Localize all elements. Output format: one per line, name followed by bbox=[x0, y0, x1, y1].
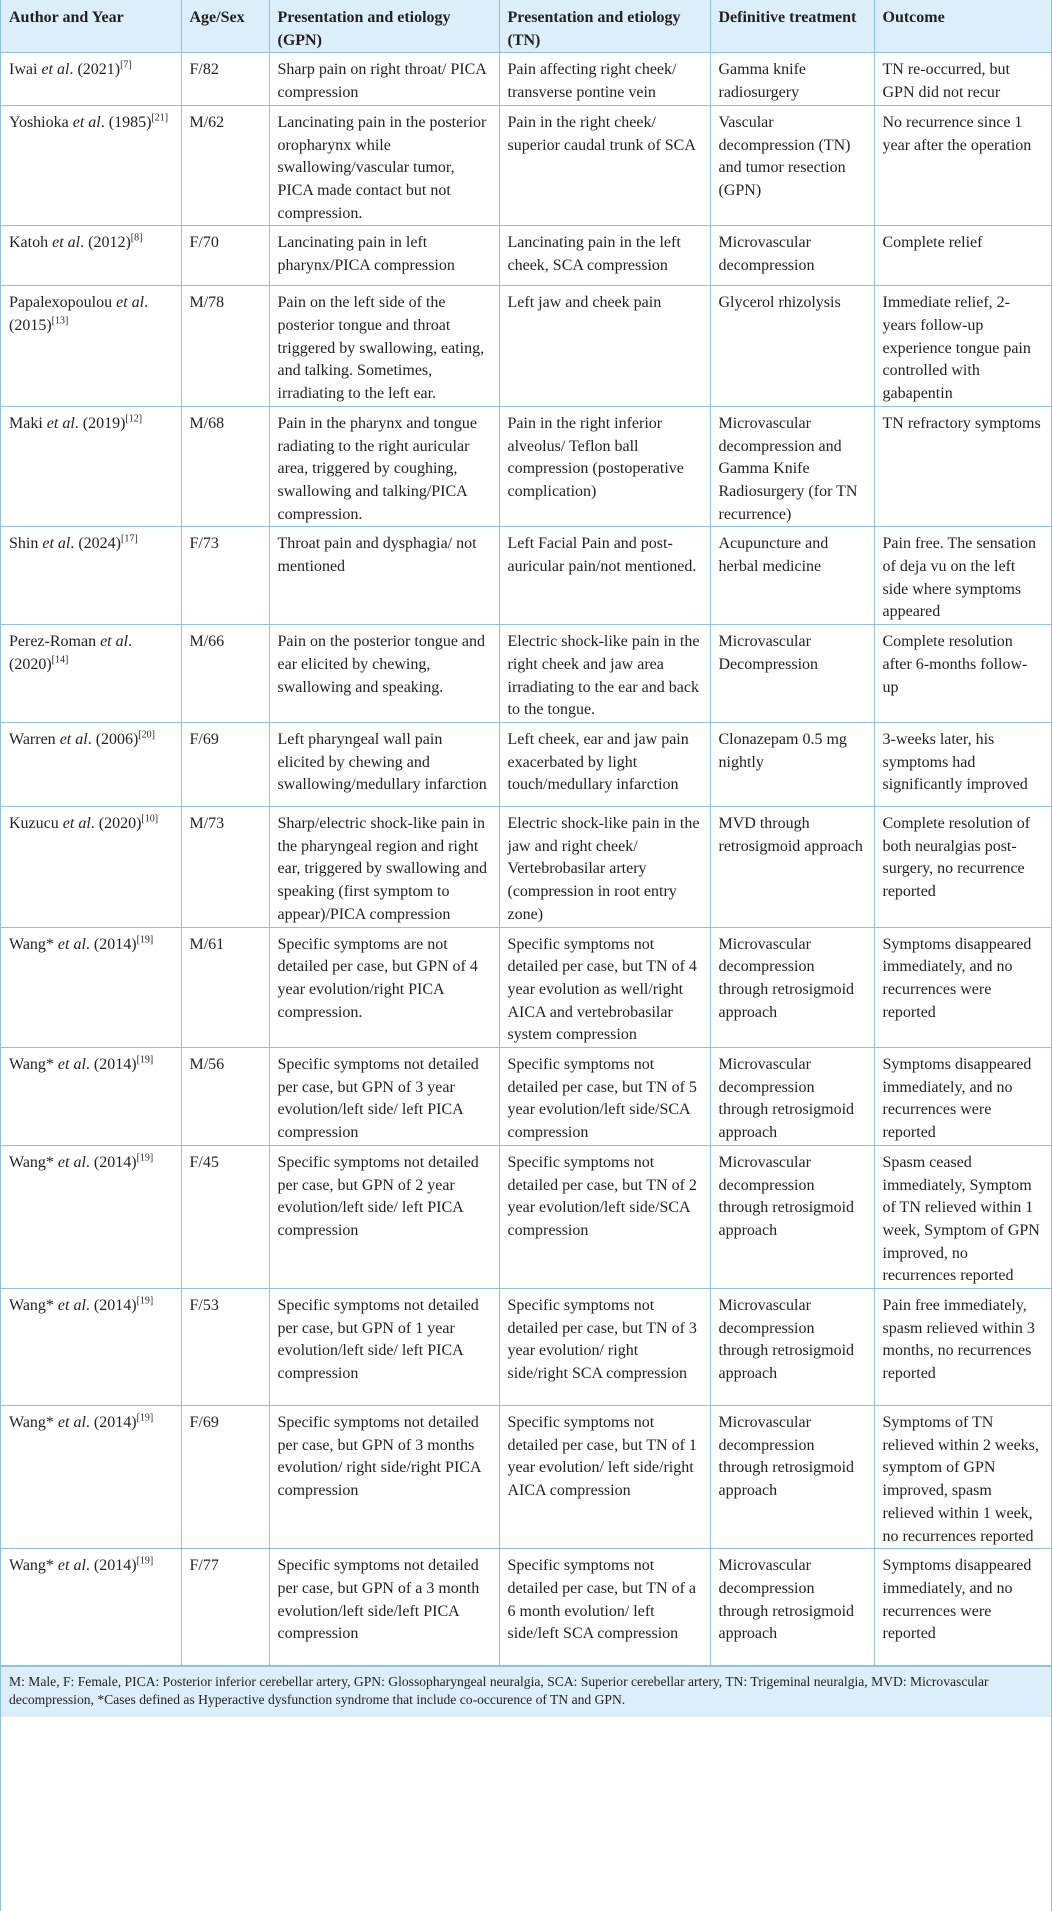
table-row bbox=[1, 1289, 1051, 1406]
cell-age-sex: M/78 bbox=[181, 286, 269, 407]
cell-tn: Specific symptoms not detailed per case, but TN of a 6 month evolution/ left side/left SCA compression bbox=[499, 1549, 710, 1666]
cell-outcome: Symptoms of TN relieved within 2 weeks, symptom of GPN improved, spasm relieved within 1 week, no recurrences reported bbox=[874, 1406, 1051, 1549]
cell-author-year bbox=[1, 806, 181, 927]
cell-treatment: Microvascular decompression through retrosigmoid approach bbox=[710, 1406, 874, 1549]
author-name: Warren bbox=[9, 730, 60, 748]
table-row bbox=[1, 625, 1051, 723]
cell-author-year bbox=[1, 1549, 181, 1666]
author-etal: et al bbox=[42, 535, 71, 553]
cell-tn: Electric shock-like pain in the jaw and right cheek/ Vertebrobasilar artery (compression in root entry zone) bbox=[499, 806, 710, 927]
cell-treatment: Microvascular Decompression bbox=[710, 625, 874, 723]
cell-gpn: Specific symptoms not detailed per case, but GPN of 2 year evolution/left side/ left PICA compression bbox=[269, 1145, 499, 1288]
cell-author-year bbox=[1, 722, 181, 806]
author-name: Yoshioka bbox=[9, 113, 73, 131]
author-year: . (2020) bbox=[90, 814, 142, 832]
author-year: . (2014) bbox=[85, 935, 137, 953]
cell-outcome: Symptoms disappeared immediately, and no recurrences were reported bbox=[874, 927, 1051, 1048]
cell-age-sex: M/61 bbox=[181, 927, 269, 1048]
cell-treatment: MVD through retrosigmoid approach bbox=[710, 806, 874, 927]
cell-gpn: Sharp pain on right throat/ PICA compression bbox=[269, 53, 499, 105]
reference-number: [12] bbox=[125, 413, 143, 425]
author-name: Wang* bbox=[9, 1153, 58, 1171]
cell-gpn: Throat pain and dysphagia/ not mentioned bbox=[269, 527, 499, 625]
cell-outcome: Complete resolution after 6-months follow-up bbox=[874, 625, 1051, 723]
author-year: . (2014) bbox=[85, 1557, 137, 1575]
cell-outcome: TN re-occurred, but GPN did not recur bbox=[874, 53, 1051, 105]
author-name: Shin bbox=[9, 535, 43, 553]
table-row bbox=[1, 1549, 1051, 1666]
table-row bbox=[1, 286, 1051, 407]
cell-age-sex: F/69 bbox=[181, 722, 269, 806]
cell-treatment: Microvascular decompression and Gamma Knife Radiosurgery (for TN recurrence) bbox=[710, 406, 874, 527]
cell-outcome: Immediate relief, 2-years follow-up experience tongue pain controlled with gabapentin bbox=[874, 286, 1051, 407]
table-body bbox=[1, 53, 1051, 1666]
cell-tn: Left cheek, ear and jaw pain exacerbated by light touch/medullary infarction bbox=[499, 722, 710, 806]
author-etal: et al bbox=[41, 61, 70, 79]
author-etal: et al bbox=[57, 1153, 86, 1171]
case-series-table bbox=[1, 0, 1051, 1666]
cell-author-year bbox=[1, 286, 181, 407]
cell-outcome: Pain free. The sensation of deja vu on the left side where symptoms appeared bbox=[874, 527, 1051, 625]
cell-outcome: Pain free immediately, spasm relieved within 3 months, no recurrences reported bbox=[874, 1289, 1051, 1406]
author-name: Kuzucu bbox=[9, 814, 63, 832]
header-tn: Presentation and etiology (TN) bbox=[499, 0, 710, 53]
reference-number: [17] bbox=[121, 534, 138, 546]
reference-number: [19] bbox=[136, 1412, 154, 1424]
header-row bbox=[1, 0, 1051, 53]
cell-age-sex: F/53 bbox=[181, 1289, 269, 1406]
cell-outcome: Symptoms disappeared immediately, and no recurrences were reported bbox=[874, 1549, 1051, 1666]
author-name: Katoh bbox=[9, 234, 53, 252]
cell-age-sex: M/66 bbox=[181, 625, 269, 723]
author-name: Iwai bbox=[9, 61, 42, 79]
cell-author-year bbox=[1, 1048, 181, 1146]
reference-number: [19] bbox=[136, 934, 154, 946]
table-row bbox=[1, 1406, 1051, 1549]
cell-outcome: Complete relief bbox=[874, 226, 1051, 286]
cell-gpn: Lancinating pain in the posterior oropharynx while swallowing/vascular tumor, PICA made contact but not compression. bbox=[269, 105, 499, 226]
author-etal: et al bbox=[100, 633, 129, 651]
author-year: . (2014) bbox=[85, 1414, 137, 1432]
author-year: . (2006) bbox=[87, 730, 139, 748]
cell-outcome: Complete resolution of both neuralgias post-surgery, no recurrence reported bbox=[874, 806, 1051, 927]
reference-number: [20] bbox=[138, 729, 156, 741]
table-row bbox=[1, 527, 1051, 625]
author-year: . (2015) bbox=[9, 294, 149, 335]
reference-number: [10] bbox=[141, 813, 159, 825]
cell-outcome: Symptoms disappeared immediately, and no recurrences were reported bbox=[874, 1048, 1051, 1146]
cell-age-sex: M/56 bbox=[181, 1048, 269, 1146]
cell-tn: Pain in the right cheek/ superior caudal trunk of SCA bbox=[499, 105, 710, 226]
reference-number: [21] bbox=[151, 112, 169, 124]
reference-number: [19] bbox=[136, 1054, 154, 1066]
cell-treatment: Acupuncture and herbal medicine bbox=[710, 527, 874, 625]
author-year: . (2014) bbox=[85, 1056, 137, 1074]
cell-gpn: Sharp/electric shock-like pain in the pharyngeal region and right ear, triggered by swallowing and speaking (first symptom to appear)/PICA compression bbox=[269, 806, 499, 927]
cell-age-sex: F/77 bbox=[181, 1549, 269, 1666]
author-year: . (1985) bbox=[100, 113, 152, 131]
reference-number: [14] bbox=[51, 654, 69, 666]
cell-author-year bbox=[1, 625, 181, 723]
author-etal: et al bbox=[72, 113, 101, 131]
cell-author-year bbox=[1, 1145, 181, 1288]
cell-outcome: No recurrence since 1 year after the operation bbox=[874, 105, 1051, 226]
reference-number: [19] bbox=[136, 1555, 154, 1567]
table-footnote: M: Male, F: Female, PICA: Posterior inferior cerebellar artery, GPN: Glossopharyngeal neuralgia, SCA: Superior cerebellar artery, TN: Trigeminal neuralgia, MVD: Microvascular decompression, *Cases defined as Hyperactive dysfunction syndrome that include co-occurence of TN and GPN. bbox=[1, 1666, 1051, 1717]
header-age-sex: Age/Sex bbox=[181, 0, 269, 53]
cell-age-sex: F/70 bbox=[181, 226, 269, 286]
author-etal: et al bbox=[57, 1056, 86, 1074]
author-name: Wang* bbox=[9, 1297, 58, 1315]
cell-age-sex: F/82 bbox=[181, 53, 269, 105]
table-row bbox=[1, 722, 1051, 806]
cell-outcome: Spasm ceased immediately, Symptom of TN relieved within 1 week, Symptom of GPN improved, no recurrences reported bbox=[874, 1145, 1051, 1288]
cell-treatment: Microvascular decompression through retrosigmoid approach bbox=[710, 1048, 874, 1146]
author-name: Wang* bbox=[9, 1056, 58, 1074]
cell-gpn: Specific symptoms not detailed per case, but GPN of 3 year evolution/left side/ left PICA compression bbox=[269, 1048, 499, 1146]
author-year: . (2024) bbox=[70, 535, 121, 553]
author-etal: et al bbox=[57, 1557, 86, 1575]
author-name: Papalexopoulou bbox=[9, 294, 117, 312]
reference-number: [19] bbox=[136, 1295, 154, 1307]
author-etal: et al bbox=[59, 730, 88, 748]
author-etal: et al bbox=[46, 414, 75, 432]
cell-tn: Pain affecting right cheek/ transverse pontine vein bbox=[499, 53, 710, 105]
table-row bbox=[1, 1145, 1051, 1288]
cell-gpn: Pain on the posterior tongue and ear elicited by chewing, swallowing and speaking. bbox=[269, 625, 499, 723]
cell-outcome: TN refractory symptoms bbox=[874, 406, 1051, 527]
reference-number: [13] bbox=[51, 315, 69, 327]
cell-tn: Electric shock-like pain in the right cheek and jaw area irradiating to the ear and back to the tongue. bbox=[499, 625, 710, 723]
cell-treatment: Microvascular decompression through retrosigmoid approach bbox=[710, 1145, 874, 1288]
cell-tn: Left jaw and cheek pain bbox=[499, 286, 710, 407]
reference-number: [19] bbox=[136, 1152, 154, 1164]
header-treatment: Definitive treatment bbox=[710, 0, 874, 53]
cell-gpn: Left pharyngeal wall pain elicited by chewing and swallowing/medullary infarction bbox=[269, 722, 499, 806]
table-row bbox=[1, 406, 1051, 527]
table-row bbox=[1, 53, 1051, 105]
author-etal: et al bbox=[57, 1414, 86, 1432]
header-author-year: Author and Year bbox=[1, 0, 181, 53]
cell-treatment: Vascular decompression (TN) and tumor resection (GPN) bbox=[710, 105, 874, 226]
table-row bbox=[1, 105, 1051, 226]
cell-age-sex: F/69 bbox=[181, 1406, 269, 1549]
cell-tn: Specific symptoms not detailed per case, but TN of 5 year evolution/left side/SCA compression bbox=[499, 1048, 710, 1146]
cell-author-year bbox=[1, 406, 181, 527]
header-gpn: Presentation and etiology (GPN) bbox=[269, 0, 499, 53]
cell-gpn: Specific symptoms are not detailed per case, but GPN of 4 year evolution/right PICA compression. bbox=[269, 927, 499, 1048]
cell-treatment: Microvascular decompression through retrosigmoid approach bbox=[710, 1289, 874, 1406]
header-outcome: Outcome bbox=[874, 0, 1051, 53]
cell-age-sex: F/73 bbox=[181, 527, 269, 625]
author-name: Wang* bbox=[9, 1414, 58, 1432]
cell-author-year bbox=[1, 527, 181, 625]
author-etal: et al bbox=[62, 814, 91, 832]
author-name: Perez-Roman bbox=[9, 633, 101, 651]
author-year: . (2012) bbox=[80, 234, 131, 252]
cell-author-year bbox=[1, 105, 181, 226]
cell-treatment: Clonazepam 0.5 mg nightly bbox=[710, 722, 874, 806]
author-year: . (2020) bbox=[9, 633, 133, 673]
cell-treatment: Microvascular decompression bbox=[710, 226, 874, 286]
table-row bbox=[1, 226, 1051, 286]
cell-treatment: Microvascular decompression through retrosigmoid approach bbox=[710, 1549, 874, 1666]
cell-age-sex: M/68 bbox=[181, 406, 269, 527]
cell-author-year bbox=[1, 53, 181, 105]
cell-treatment: Microvascular decompression through retrosigmoid approach bbox=[710, 927, 874, 1048]
cell-age-sex: M/73 bbox=[181, 806, 269, 927]
author-etal: et al bbox=[52, 234, 81, 252]
cell-gpn: Lancinating pain in left pharynx/PICA compression bbox=[269, 226, 499, 286]
author-year: . (2021) bbox=[69, 61, 121, 79]
author-name: Wang* bbox=[9, 1557, 58, 1575]
author-year: . (2014) bbox=[85, 1153, 137, 1171]
cell-treatment: Gamma knife radiosurgery bbox=[710, 53, 874, 105]
cell-treatment: Glycerol rhizolysis bbox=[710, 286, 874, 407]
cell-tn: Left Facial Pain and post-auricular pain/not mentioned. bbox=[499, 527, 710, 625]
table-row bbox=[1, 806, 1051, 927]
cell-outcome: 3-weeks later, his symptoms had significantly improved bbox=[874, 722, 1051, 806]
cell-author-year bbox=[1, 1289, 181, 1406]
author-etal: et al bbox=[57, 1297, 86, 1315]
cell-gpn: Pain in the pharynx and tongue radiating to the right auricular area, triggered by coughing, swallowing and talking/PICA compression. bbox=[269, 406, 499, 527]
cell-gpn: Specific symptoms not detailed per case, but GPN of a 3 month evolution/left side/left PICA compression bbox=[269, 1549, 499, 1666]
reference-number: [8] bbox=[130, 233, 143, 244]
cell-tn: Specific symptoms not detailed per case, but TN of 4 year evolution as well/right AICA and vertebrobasilar system compression bbox=[499, 927, 710, 1048]
cell-age-sex: M/62 bbox=[181, 105, 269, 226]
cell-author-year bbox=[1, 927, 181, 1048]
cell-author-year bbox=[1, 1406, 181, 1549]
author-year: . (2014) bbox=[85, 1297, 137, 1315]
table-row bbox=[1, 1048, 1051, 1146]
cell-tn: Specific symptoms not detailed per case, but TN of 1 year evolution/ left side/right AICA compression bbox=[499, 1406, 710, 1549]
cell-gpn: Specific symptoms not detailed per case, but GPN of 3 months evolution/ right side/right PICA compression bbox=[269, 1406, 499, 1549]
cell-author-year bbox=[1, 226, 181, 286]
cell-tn: Specific symptoms not detailed per case, but TN of 3 year evolution/ right side/right SCA compression bbox=[499, 1289, 710, 1406]
cell-tn: Pain in the right inferior alveolus/ Teflon ball compression (postoperative complication) bbox=[499, 406, 710, 527]
author-etal: et al bbox=[116, 294, 145, 312]
cell-tn: Lancinating pain in the left cheek, SCA compression bbox=[499, 226, 710, 286]
cell-age-sex: F/45 bbox=[181, 1145, 269, 1288]
reference-number: [7] bbox=[120, 60, 132, 72]
cell-tn: Specific symptoms not detailed per case, but TN of 2 year evolution/left side/SCA compression bbox=[499, 1145, 710, 1288]
table-row bbox=[1, 927, 1051, 1048]
cell-gpn: Pain on the left side of the posterior tongue and throat triggered by swallowing, eating, and talking. Sometimes, irradiating to the left ear. bbox=[269, 286, 499, 407]
author-year: . (2019) bbox=[74, 414, 126, 432]
table-header bbox=[1, 0, 1051, 53]
author-name: Maki bbox=[9, 414, 47, 432]
author-name: Wang* bbox=[9, 935, 58, 953]
author-etal: et al bbox=[57, 935, 86, 953]
cell-gpn: Specific symptoms not detailed per case, but GPN of 1 year evolution/left side/ left PICA compression bbox=[269, 1289, 499, 1406]
